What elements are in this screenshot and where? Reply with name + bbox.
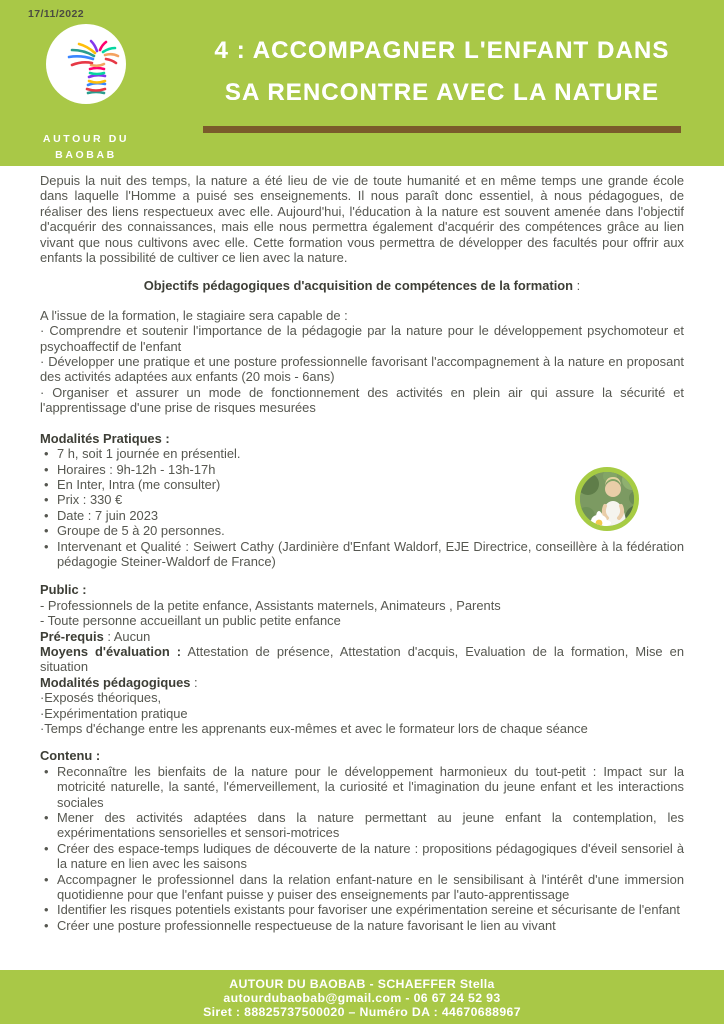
footer-name: AUTOUR DU BAOBAB - SCHAEFFER Stella [229, 977, 495, 991]
list-item: • Prix : 330 € [40, 492, 684, 507]
objectifs-item: · Développer une pratique et une posture professionnelle favorisant l'accompagnement à la nature en proposant des activités adaptées aux enfants (20 mois - 6ans) [40, 354, 684, 385]
baobab-tree-logo-icon [62, 37, 120, 97]
list-item: • Groupe de 5 à 20 personnes. [40, 523, 684, 538]
list-item: ·Temps d'échange entre les apprenants eux-mêmes et avec le formateur lors de chaque séance [40, 721, 588, 736]
modalites-pedagogiques-list [40, 690, 684, 736]
title-underline [203, 126, 681, 133]
moyens-line: Moyens d'évaluation : Attestation de présence, Attestation d'acquis, Evaluation de la formation, Mise en situation [40, 643, 684, 675]
list-item: • Identifier les risques potentiels existants pour favoriser une expérimentation sereine et sécurisante de l'enfant [40, 902, 684, 917]
list-item: • Créer une posture professionnelle respectueuse de la nature favorisant le lien au vivant [40, 918, 684, 933]
objectifs-heading: Objectifs pédagogiques d'acquisition de compétences de la formation : [143, 278, 581, 294]
modalites-pedagogiques-heading: Modalités pédagogiques : [40, 674, 198, 690]
flyer-body [0, 166, 724, 933]
title-line2: SA RENCONTRE AVEC LA NATURE [224, 79, 660, 106]
list-item: ·Expérimentation pratique [40, 705, 188, 721]
list-item: • Reconnaître les bienfaits de la nature pour le développement harmonieux du tout-petit : Impact sur la motricité naturelle, la santé, l'émerveillement, la curiosité et l'imagination du jeune enfant et les interactions sociales [40, 764, 684, 810]
brand-name [26, 131, 146, 163]
list-item: ·Exposés théoriques, [40, 690, 162, 706]
page-title [180, 30, 704, 114]
list-item: • Mener des activités adaptées dans la nature permettant au jeune enfant la contemplation, les expérimentations sensorielles et sensori-motrices [40, 810, 684, 841]
prerequis-line: Pré-requis : Aucun [40, 628, 151, 644]
list-item: • Horaires : 9h-12h - 13h-17h [40, 462, 684, 477]
modalites-pratiques-heading: Modalités Pratiques : [40, 430, 170, 446]
list-item: • 7 h, soit 1 journée en présentiel. [40, 446, 684, 461]
public-heading: Public : [40, 582, 87, 598]
title-line1: 4 : ACCOMPAGNER L'ENFANT DANS [214, 37, 670, 64]
brand-line2: BAOBAB [55, 149, 117, 161]
footer-siret: Siret : 88825737500020 – Numéro DA : 44670688967 [203, 1004, 521, 1019]
list-item: - Toute personne accueillant un public petite enfance [40, 613, 341, 629]
public-list [40, 598, 684, 629]
footer-band [0, 970, 724, 1024]
header-band [0, 0, 724, 166]
list-item: • Créer des espace-temps ludiques de découverte de la nature : propositions pédagogiques d'éveil sensoriel à la nature en lien avec les saisons [40, 841, 684, 872]
title-block [180, 30, 704, 133]
list-item: • Date : 7 juin 2023 [40, 508, 684, 523]
contenu-heading: Contenu : [40, 748, 101, 764]
list-item: • En Inter, Intra (me consulter) [40, 477, 684, 492]
logo-badge [46, 24, 126, 104]
intro-paragraph: Depuis la nuit des temps, la nature a été lieu de vie de toute humanité et en même temps une grande école dans laquelle l'Homme a puisé ses enseignements. Il nous paraît donc essentiel, à nous pédagogues, de réaliser des liens respectueux avec elle. Aujourd'hui, l'éducation à la nature est souvent amenée dans l'objectif d'acquérir des connaissances, mais elle nous permettra également d'acquérir des compétences grâce au lien vivant que nous cultivons avec elle. Cette formation vous permettra de développer des facultés pour offrir aux enfants la possibilité de cultiver ce lien avec la nature. [40, 173, 684, 266]
contenu-list [40, 764, 684, 933]
objectifs-item: · Organiser et assurer un mode de fonctionnement des activités en plein air qui assure la sécurité et l'apprentissage d'une prise de risques mesurées [40, 384, 684, 416]
list-item: • Intervenant et Qualité : Seiwert Cathy (Jardinière d'Enfant Waldorf, EJE Directrice, conseillère à la fédération pédagogie Steiner-Waldorf de France) [40, 539, 684, 570]
trainer-photo [575, 467, 639, 531]
list-item: - Professionnels de la petite enfance, Assistants maternels, Animateurs , Parents [40, 597, 501, 613]
objectifs-lead: A l'issue de la formation, le stagiaire sera capable de : [40, 307, 348, 323]
footer-contact: autourdubaobab@gmail.com - 06 67 24 52 93 [223, 990, 501, 1005]
document-date: 17/11/2022 [28, 8, 84, 20]
list-item: • Accompagner le professionnel dans la relation enfant-nature en le sensibilisant à l'intérêt d'une immersion quotidienne pour que l'enfant puisse y puiser des enseignements par l'auto-apprentissage [40, 872, 684, 903]
objectifs-item: · Comprendre et soutenir l'importance de la pédagogie par la nature pour le développement psychomoteur et psychoaffectif de l'enfant [40, 323, 684, 354]
brand-line1: AUTOUR DU [42, 133, 130, 145]
